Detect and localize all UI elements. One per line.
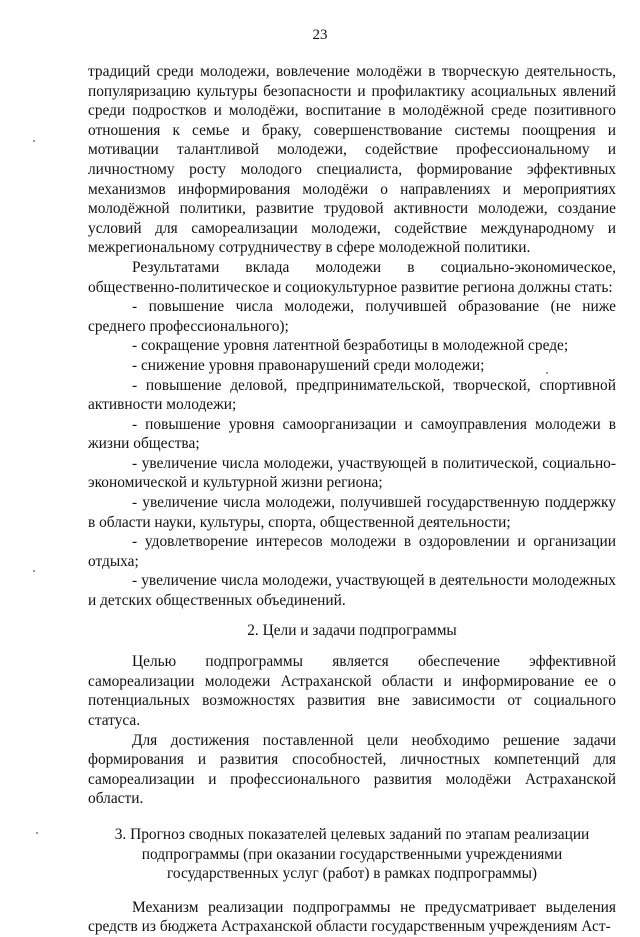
page-number: 23 (312, 27, 328, 43)
results-list (88, 297, 616, 611)
list-item: - повышение числа молодежи, получившей образование (не ниже среднего профессионального); (88, 298, 616, 335)
list-item: - снижение уровня правонарушений среди молодежи; (132, 356, 485, 374)
list-item: - повышение уровня самоорганизации и самоуправления молодежи в жизни общества; (88, 415, 616, 453)
list-item: - увеличение числа молодежи, участвующей в политической, социально-экономической и культурной жизни региона; (88, 454, 616, 492)
list-item: - повышение деловой, предпринимательской, творческой, спортивной активности молодежи; (88, 376, 616, 414)
mechanism-paragraph: Механизм реализации подпрограммы не предусматривает выделения средств из бюджета Астраханской области государственным учреждениям Аст- (88, 898, 616, 936)
list-item: - увеличение числа молодежи, участвующей в деятельности молодежных и детских общественных объединений. (88, 572, 616, 610)
scan-speck (33, 570, 35, 572)
goal-paragraph: Целью подпрограммы является обеспечение эффективной самореализации молодежи Астраханской области и информирование ее о потенциальных возможностях развития вне зависимости от социального статуса. (88, 653, 616, 729)
section-2-heading: 2. Цели и задачи подпрограммы (247, 621, 457, 639)
section-3-heading: 3. Прогноз сводных показателей целевых заданий по этапам реализации подпрограммы (при оказании государственными учреждениями государственных услуг (работ) в рамках подпрограммы) (114, 825, 590, 883)
tasks-paragraph: Для достижения поставленной цели необходимо решение задачи формирования и развития способностей, личностных компетенций для самореализации и профессионального развития молодёжи Астраханской области. (88, 731, 616, 808)
list-item: - сокращение уровня латентной безработицы в молодежной среде; (132, 337, 569, 355)
scan-speck (33, 140, 35, 142)
document-body (88, 62, 616, 937)
list-item: - удовлетворение интересов молодежи в оздоровлении и организации отдыха; (88, 533, 616, 570)
scan-speck (546, 372, 548, 374)
scan-speck (36, 832, 38, 834)
intro-paragraph: традиций среди молодежи, вовлечение молодёжи в творческую деятельность, популяризацию культуры безопасности и профилактику асоциальных явлений среди подростков и молодёжи, воспитание в молодёжной среде позитивного отношения к семье и браку, совершенствование системы поощрения и мотивации талантливой молодежи, содействие профессиональному и личностному росту молодого специалиста, формирование эффективных механизмов информирования молодёжи о направлениях и мероприятиях молодёжной политики, развитие трудовой активности молодежи, создание условий для самореализации молодежи, содействие международному и межрегиональному сотрудничеству в сфере молодежной политики. (88, 63, 616, 257)
list-item: - увеличение числа молодежи, получившей государственную поддержку в области науки, культуры, спорта, общественной деятельности; (88, 494, 616, 531)
results-lead-paragraph: Результатами вклада молодежи в социально-экономическое, общественно-политическое и социокультурное развитие региона должны стать: (88, 258, 616, 296)
